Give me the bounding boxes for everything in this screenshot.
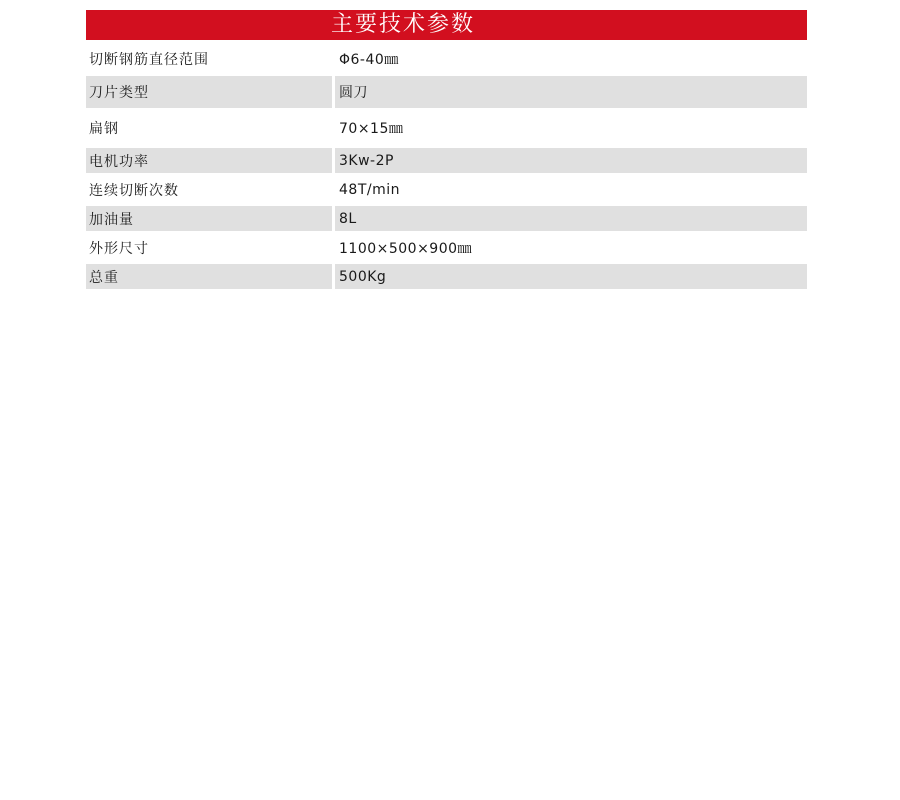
spec-row: [86, 206, 807, 231]
spec-row: [86, 112, 807, 144]
spec-label: 加油量: [86, 206, 332, 231]
spec-row: [86, 264, 807, 289]
spec-label: 连续切断次数: [89, 182, 179, 199]
spec-value: 1100×500×900㎜: [339, 240, 473, 257]
spec-value: Φ6-40㎜: [339, 52, 399, 68]
spec-value: 500Kg: [335, 264, 807, 289]
spec-row: [86, 148, 807, 173]
spec-value: 3Kw-2P: [335, 148, 807, 173]
spec-row: [86, 235, 807, 260]
spec-value: 圆刀: [335, 76, 807, 108]
spec-value: 48T/min: [339, 181, 400, 198]
spec-row: [86, 76, 807, 108]
spec-label: 外形尺寸: [89, 240, 149, 257]
spec-label: 扁钢: [89, 121, 119, 137]
spec-panel: [86, 10, 807, 293]
spec-label: 总重: [86, 264, 332, 289]
spec-value: 8L: [335, 206, 807, 231]
spec-value: 70×15㎜: [339, 121, 404, 137]
spec-label: 切断钢筋直径范围: [89, 52, 209, 68]
spec-row: [86, 177, 807, 202]
spec-table-title: 主要技术参数: [86, 10, 807, 40]
spec-row: [86, 46, 807, 72]
spec-label: 刀片类型: [86, 76, 332, 108]
spec-label: 电机功率: [86, 148, 332, 173]
spec-table: [86, 46, 807, 289]
